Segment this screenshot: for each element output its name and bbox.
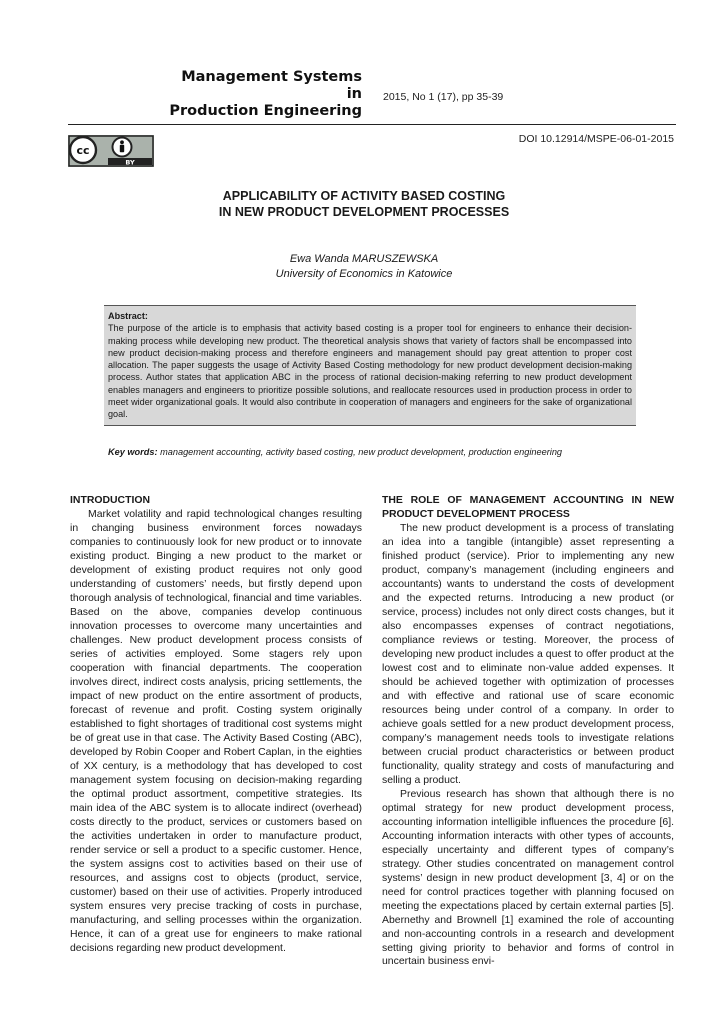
- abstract-label: Abstract:: [108, 311, 148, 321]
- header-divider: [68, 124, 676, 125]
- keywords-label: Key words:: [108, 447, 158, 457]
- journal-title-line1: Management Systems: [181, 69, 362, 85]
- role-heading: THE ROLE OF MANAGEMENT ACCOUNTING IN NEW PRODUCT DEVELOPMENT PROCESS: [382, 495, 674, 520]
- journal-title: [150, 69, 362, 120]
- keywords-text: management accounting, activity based costing, new product development, production engineering: [160, 447, 563, 457]
- author-affiliation: University of Economics in Katowice: [275, 268, 453, 280]
- abstract-box: [104, 305, 636, 426]
- introduction-heading: INTRODUCTION: [70, 495, 151, 506]
- role-paragraph-2: Previous research has shown that although there is no optimal strategy for new product development process, accounting information intelligible influences the procedure [6]. Accounting information interacts with other types of accounts, especially uncertainty and different types of company’s strategy. Other studies concentrated on management control systems’ design in new product development [3, 4] or on the need for control practices together with planning focused on meeting the expectations placed by certain external parties [5]. Abernethy and Brownell [1] examined the role of accounting and non-accounting controls in a research and development setting giving priority to behavior and forms of control in uncertain business envi-: [382, 788, 674, 968]
- author-block: [150, 252, 578, 282]
- abstract-text: The purpose of the article is to emphasis that activity based costing is a proper tool for engineers to enhance their decision-making process while developing new product. The theoretical analysis shows that variety of factors shall be encompassed into new product decision-making process and therefore engineers and management should pay great attention to proper cost allocation. The paper suggests the usage of Activity Based Costing methodology for new product development decision-making process. Author states that application ABC in the process of rational decision-making referring to new product development enables managers and engineers to prioritize possible solutions, and reallocate resources used in production process in order to meet wider organizational goals. It would also contribute in cooperation of managers and engineers for the sake of organizational goal.: [108, 323, 632, 420]
- issue-info: 2015, No 1 (17), pp 35-39: [383, 91, 504, 103]
- introduction-paragraph: Market volatility and rapid technological changes resulting in changing business environment forces nowadays companies to continuously look for new product or to innovate existing product. Binging a new product to the market or development of existing product requires not only good understanding of customers’ needs, but firstly depend upon thorough analysis of technological, financial and time variables. Based on the above, companies develop continuous innovation processes to overcome many uncertainties and challenges. New product development process consists of series of activities employed. Some stagers rely upon cooperation with financial departments. The cooperation involves direct, indirect costs analysis, pricing settlements, the impact of new product on the entire assortment of products, forecast of revenue and profit. Costing system originally established to fight shortages of traditional cost systems might be of great use in that case. The Activity Based Costing (ABC), developed by Robin Cooper and Robert Caplan, in the eighties of XX century, is a methodology that has developed to cost management system focusing on decision-making regarding the optimal product assortment, competitive strategies. Its main idea of the ABC system is to allocate indirect (overhead) costs directly to the product, services or customers based on the activities undertaken in order to manufacture product, render service or sell a product to a specific customer. Hence, the system assigns cost to activities based on their use of resources, and assigns cost to objects (product, service, customer) based on their use of activities. Properly introduced system ensures very precise tracking of costs in purchase, manufacturing, and selling processes within the organization. Hence, it can of a great use for engineers to make rational decisions regarding new product development.: [70, 508, 362, 954]
- keywords: [108, 447, 562, 457]
- right-column: [382, 494, 674, 969]
- article-title-line2: IN NEW PRODUCT DEVELOPMENT PROCESSES: [218, 205, 510, 219]
- author-name: Ewa Wanda MARUSZEWSKA: [289, 253, 439, 265]
- role-paragraph-1: The new product development is a process of translating an idea into a tangible (intangible) asset representing a finished product (service). Prior to implementing any new product, company’s management (including engineers and accountants) wants to understand the costs of development and the expected returns. Introducing a new product (or service, process) includes not only direct costs changes, but it also encompasses expenses of contract negotiations, compliance reviews or testing. Moreover, the process of developing new product includes a quest to offer product at the lowest cost and to eliminate non-value added expenses. It should be achieved together with optimization of processes and with effective and rational use of scare economic resources being under control of a company. In order to achieve goals settled for a new product development process, company’s management needs tools to investigate relations between crucial product characteristics or between product functionality, quality strategy and costs of manufacturing and selling a product.: [382, 522, 674, 786]
- article-title: [100, 188, 628, 220]
- doi: DOI 10.12914/MSPE-06-01-2015: [518, 133, 674, 145]
- article-title-line1: APPLICABILITY OF ACTIVITY BASED COSTING: [222, 189, 506, 203]
- by-label: BY: [125, 158, 135, 167]
- cc-label: cc: [76, 144, 90, 157]
- left-column: [70, 494, 362, 955]
- cc-by-license-icon: [68, 135, 154, 172]
- journal-title-line3: Production Engineering: [169, 103, 362, 119]
- journal-title-line2: in: [346, 86, 362, 102]
